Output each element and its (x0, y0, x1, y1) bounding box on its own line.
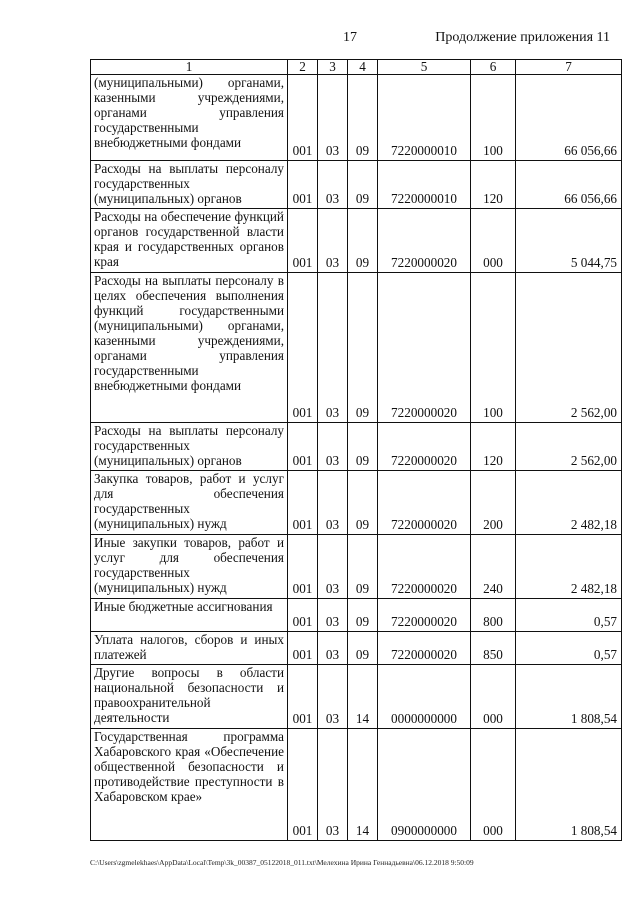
expense-name-cell: Государственная программа Хабаровского края «Обеспечение общественной безопасности и противодействие преступности в Хабаровском крае» (91, 729, 288, 841)
amount-cell: 66 056,66 (516, 75, 622, 161)
amount-cell: 0,57 (516, 599, 622, 632)
expense-type-cell: 240 (471, 535, 516, 599)
ministry-code-cell: 001 (288, 729, 318, 841)
expense-name-cell: Расходы на выплаты персоналу государственных (муниципальных) органов (91, 423, 288, 471)
expense-type-cell: 000 (471, 209, 516, 273)
table-row (91, 599, 622, 632)
section-code-cell: 03 (318, 75, 348, 161)
amount-cell: 1 808,54 (516, 665, 622, 729)
section-code-cell: 03 (318, 209, 348, 273)
expense-type-cell: 850 (471, 632, 516, 665)
table-row (91, 665, 622, 729)
expense-type-cell: 000 (471, 729, 516, 841)
subsection-code-cell: 09 (348, 209, 378, 273)
expense-type-cell: 120 (471, 423, 516, 471)
section-code-cell: 03 (318, 471, 348, 535)
expense-type-cell: 200 (471, 471, 516, 535)
target-article-cell: 7220000020 (378, 471, 471, 535)
expense-type-cell: 800 (471, 599, 516, 632)
target-article-cell: 7220000020 (378, 632, 471, 665)
column-header: 6 (471, 60, 516, 75)
budget-table-body (91, 60, 622, 841)
section-code-cell: 03 (318, 632, 348, 665)
target-article-cell: 7220000020 (378, 423, 471, 471)
column-header: 5 (378, 60, 471, 75)
ministry-code-cell: 001 (288, 471, 318, 535)
expense-type-cell: 100 (471, 273, 516, 423)
amount-cell: 1 808,54 (516, 729, 622, 841)
amount-cell: 5 044,75 (516, 209, 622, 273)
section-code-cell: 03 (318, 665, 348, 729)
subsection-code-cell: 09 (348, 75, 378, 161)
ministry-code-cell: 001 (288, 161, 318, 209)
target-article-cell: 7220000020 (378, 209, 471, 273)
amount-cell: 2 562,00 (516, 423, 622, 471)
target-article-cell: 7220000020 (378, 273, 471, 423)
target-article-cell: 7220000010 (378, 161, 471, 209)
section-code-cell: 03 (318, 599, 348, 632)
target-article-cell: 7220000020 (378, 535, 471, 599)
amount-cell: 2 562,00 (516, 273, 622, 423)
subsection-code-cell: 09 (348, 535, 378, 599)
subsection-code-cell: 09 (348, 599, 378, 632)
table-row (91, 729, 622, 841)
column-header: 7 (516, 60, 622, 75)
table-row (91, 535, 622, 599)
expense-name-cell: (муниципальными) органами, казенными учреждениями, органами управления государственными внебюджетными фондами (91, 75, 288, 161)
table-row (91, 471, 622, 535)
table-row (91, 161, 622, 209)
target-article-cell: 0900000000 (378, 729, 471, 841)
table-row (91, 423, 622, 471)
subsection-code-cell: 09 (348, 471, 378, 535)
target-article-cell: 7220000020 (378, 599, 471, 632)
ministry-code-cell: 001 (288, 75, 318, 161)
target-article-cell: 0000000000 (378, 665, 471, 729)
subsection-code-cell: 14 (348, 729, 378, 841)
expense-name-cell: Расходы на обеспечение функций органов государственной власти края и государственных органов края (91, 209, 288, 273)
ministry-code-cell: 001 (288, 632, 318, 665)
ministry-code-cell: 001 (288, 535, 318, 599)
amount-cell: 66 056,66 (516, 161, 622, 209)
subsection-code-cell: 09 (348, 423, 378, 471)
ministry-code-cell: 001 (288, 273, 318, 423)
ministry-code-cell: 001 (288, 209, 318, 273)
footer-file-path: C:\Users\zgmelekhaes\AppData\Local\Temp\3k_00387_05122018_011.txt\Мелехина Ирина Геннадьевна\06.12.2018 9:50:09 (90, 858, 474, 867)
column-header: 1 (91, 60, 288, 75)
column-header-row (91, 60, 622, 75)
subsection-code-cell: 14 (348, 665, 378, 729)
page-number: 17 (343, 30, 357, 45)
section-code-cell: 03 (318, 273, 348, 423)
table-row (91, 632, 622, 665)
expense-type-cell: 100 (471, 75, 516, 161)
expense-type-cell: 000 (471, 665, 516, 729)
ministry-code-cell: 001 (288, 423, 318, 471)
section-code-cell: 03 (318, 423, 348, 471)
expense-type-cell: 120 (471, 161, 516, 209)
column-header: 2 (288, 60, 318, 75)
ministry-code-cell: 001 (288, 665, 318, 729)
expense-name-cell: Уплата налогов, сборов и иных платежей (91, 632, 288, 665)
expense-name-cell: Другие вопросы в области национальной безопасности и правоохранительной деятельности (91, 665, 288, 729)
expense-name-cell: Расходы на выплаты персоналу государственных (муниципальных) органов (91, 161, 288, 209)
expense-name-cell: Закупка товаров, работ и услуг для обеспечения государственных (муниципальных) нужд (91, 471, 288, 535)
expense-name-cell: Иные бюджетные ассигнования (91, 599, 288, 632)
section-code-cell: 03 (318, 729, 348, 841)
amount-cell: 2 482,18 (516, 535, 622, 599)
amount-cell: 2 482,18 (516, 471, 622, 535)
target-article-cell: 7220000010 (378, 75, 471, 161)
column-header: 3 (318, 60, 348, 75)
table-row (91, 209, 622, 273)
subsection-code-cell: 09 (348, 273, 378, 423)
appendix-caption: Продолжение приложения 11 (435, 30, 610, 45)
ministry-code-cell: 001 (288, 599, 318, 632)
expense-name-cell: Расходы на выплаты персоналу в целях обеспечения выполнения функций государственными (муниципальными) органами, казенными учреждениями, органами управления государственными внебюджетными фондами (91, 273, 288, 423)
section-code-cell: 03 (318, 535, 348, 599)
section-code-cell: 03 (318, 161, 348, 209)
subsection-code-cell: 09 (348, 632, 378, 665)
column-header: 4 (348, 60, 378, 75)
expense-name-cell: Иные закупки товаров, работ и услуг для обеспечения государственных (муниципальных) нужд (91, 535, 288, 599)
table-row (91, 75, 622, 161)
table-row (91, 273, 622, 423)
subsection-code-cell: 09 (348, 161, 378, 209)
budget-table (90, 59, 622, 841)
amount-cell: 0,57 (516, 632, 622, 665)
